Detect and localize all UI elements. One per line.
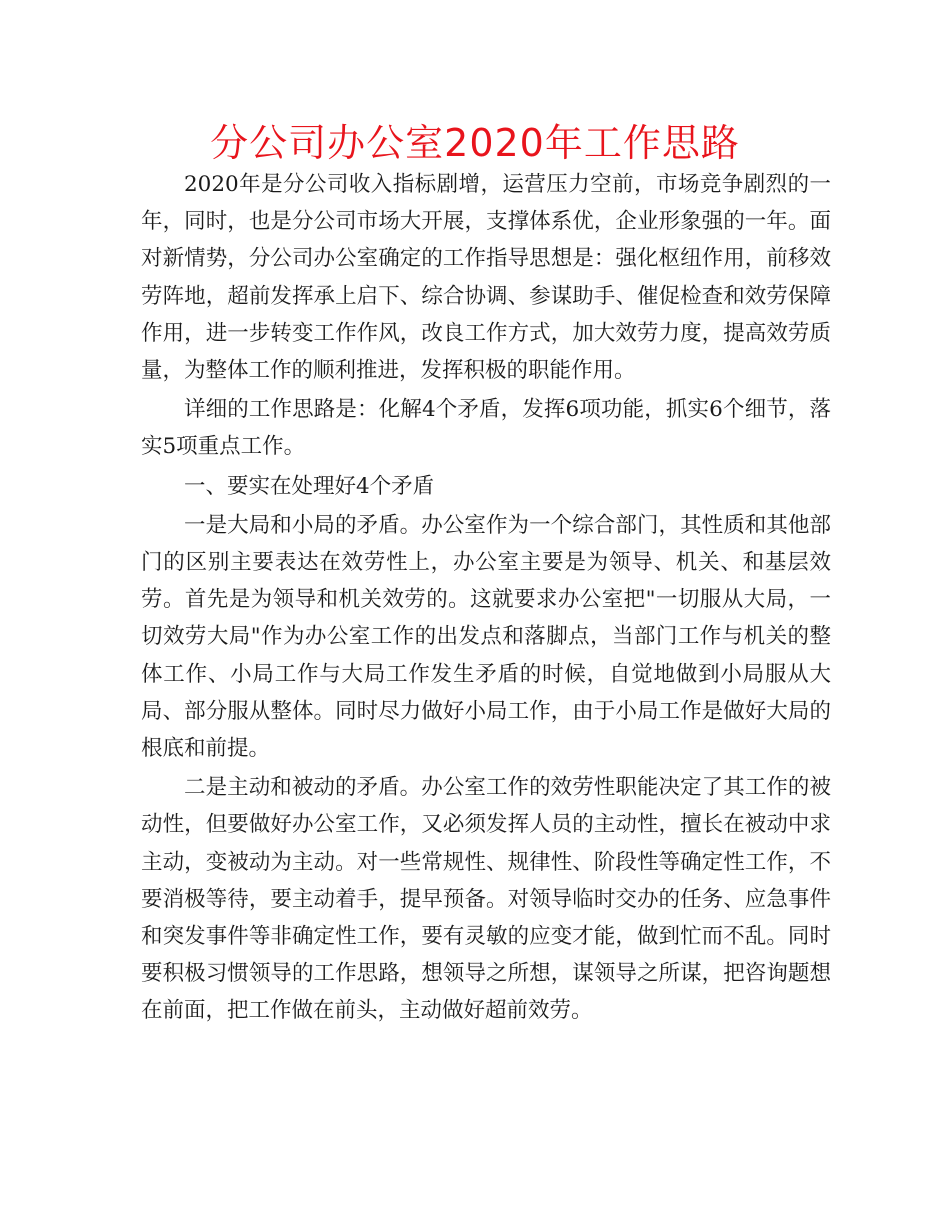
paragraph-contradiction-2: 二是主动和被动的矛盾。办公室工作的效劳性职能决定了其工作的被动性，但要做好办公室工作，又必须发挥人员的主动性，擅长在被动中求主动，变被动为主动。对一些常规性、规律性、阶段性等确定性工作，不要消极等待，要主动着手，提早预备。对领导临时交办的任务、应急事件和突发事件等非确定性工作，要有灵敏的应变才能，做到忙而不乱。同时要积极习惯领导的工作思路，想领导之所想，谋领导之所谋，把咨询题想在前面，把工作做在前头，主动做好超前效劳。 — [141, 775, 831, 1024]
document-title: 分公司办公室2020年工作思路 — [210, 121, 740, 165]
paragraph-contradiction-1: 一是大局和小局的矛盾。办公室作为一个综合部门，其性质和其他部门的区别主要表达在效劳性上，办公室主要是为领导、机关、和基层效劳。首先是为领导和机关效劳的。这就要求办公室把"一切服从大局，一切效劳大局"作为办公室工作的出发点和落脚点，当部门工作与机关的整体工作、小局工作与大局工作发生矛盾的时候，自觉地做到小局服从大局、部分服从整体。同时尽力做好小局工作，由于小局工作是做好大局的根底和前提。 — [141, 512, 831, 762]
section-heading-1: 一、要实在处理好4个矛盾 — [184, 473, 435, 499]
paragraph-approach: 详细的工作思路是：化解4个矛盾，发挥6项功能，抓实6个细节，落实5项重点工作。 — [141, 397, 831, 460]
paragraph-intro: 2020年是分公司收入指标剧增，运营压力空前，市场竞争剧烈的一年，同时，也是分公司市场大开展，支撑体系优，企业形象强的一年。面对新情势，分公司办公室确定的工作指导思想是：强化枢纽作用，前移效劳阵地，超前发挥承上启下、综合协调、参谋助手、催促检查和效劳保障作用，进一步转变工作作风，改良工作方式，加大效劳力度，提高效劳质量，为整体工作的顺利推进，发挥积极的职能作用。 — [141, 172, 831, 384]
document-body — [141, 166, 831, 1032]
